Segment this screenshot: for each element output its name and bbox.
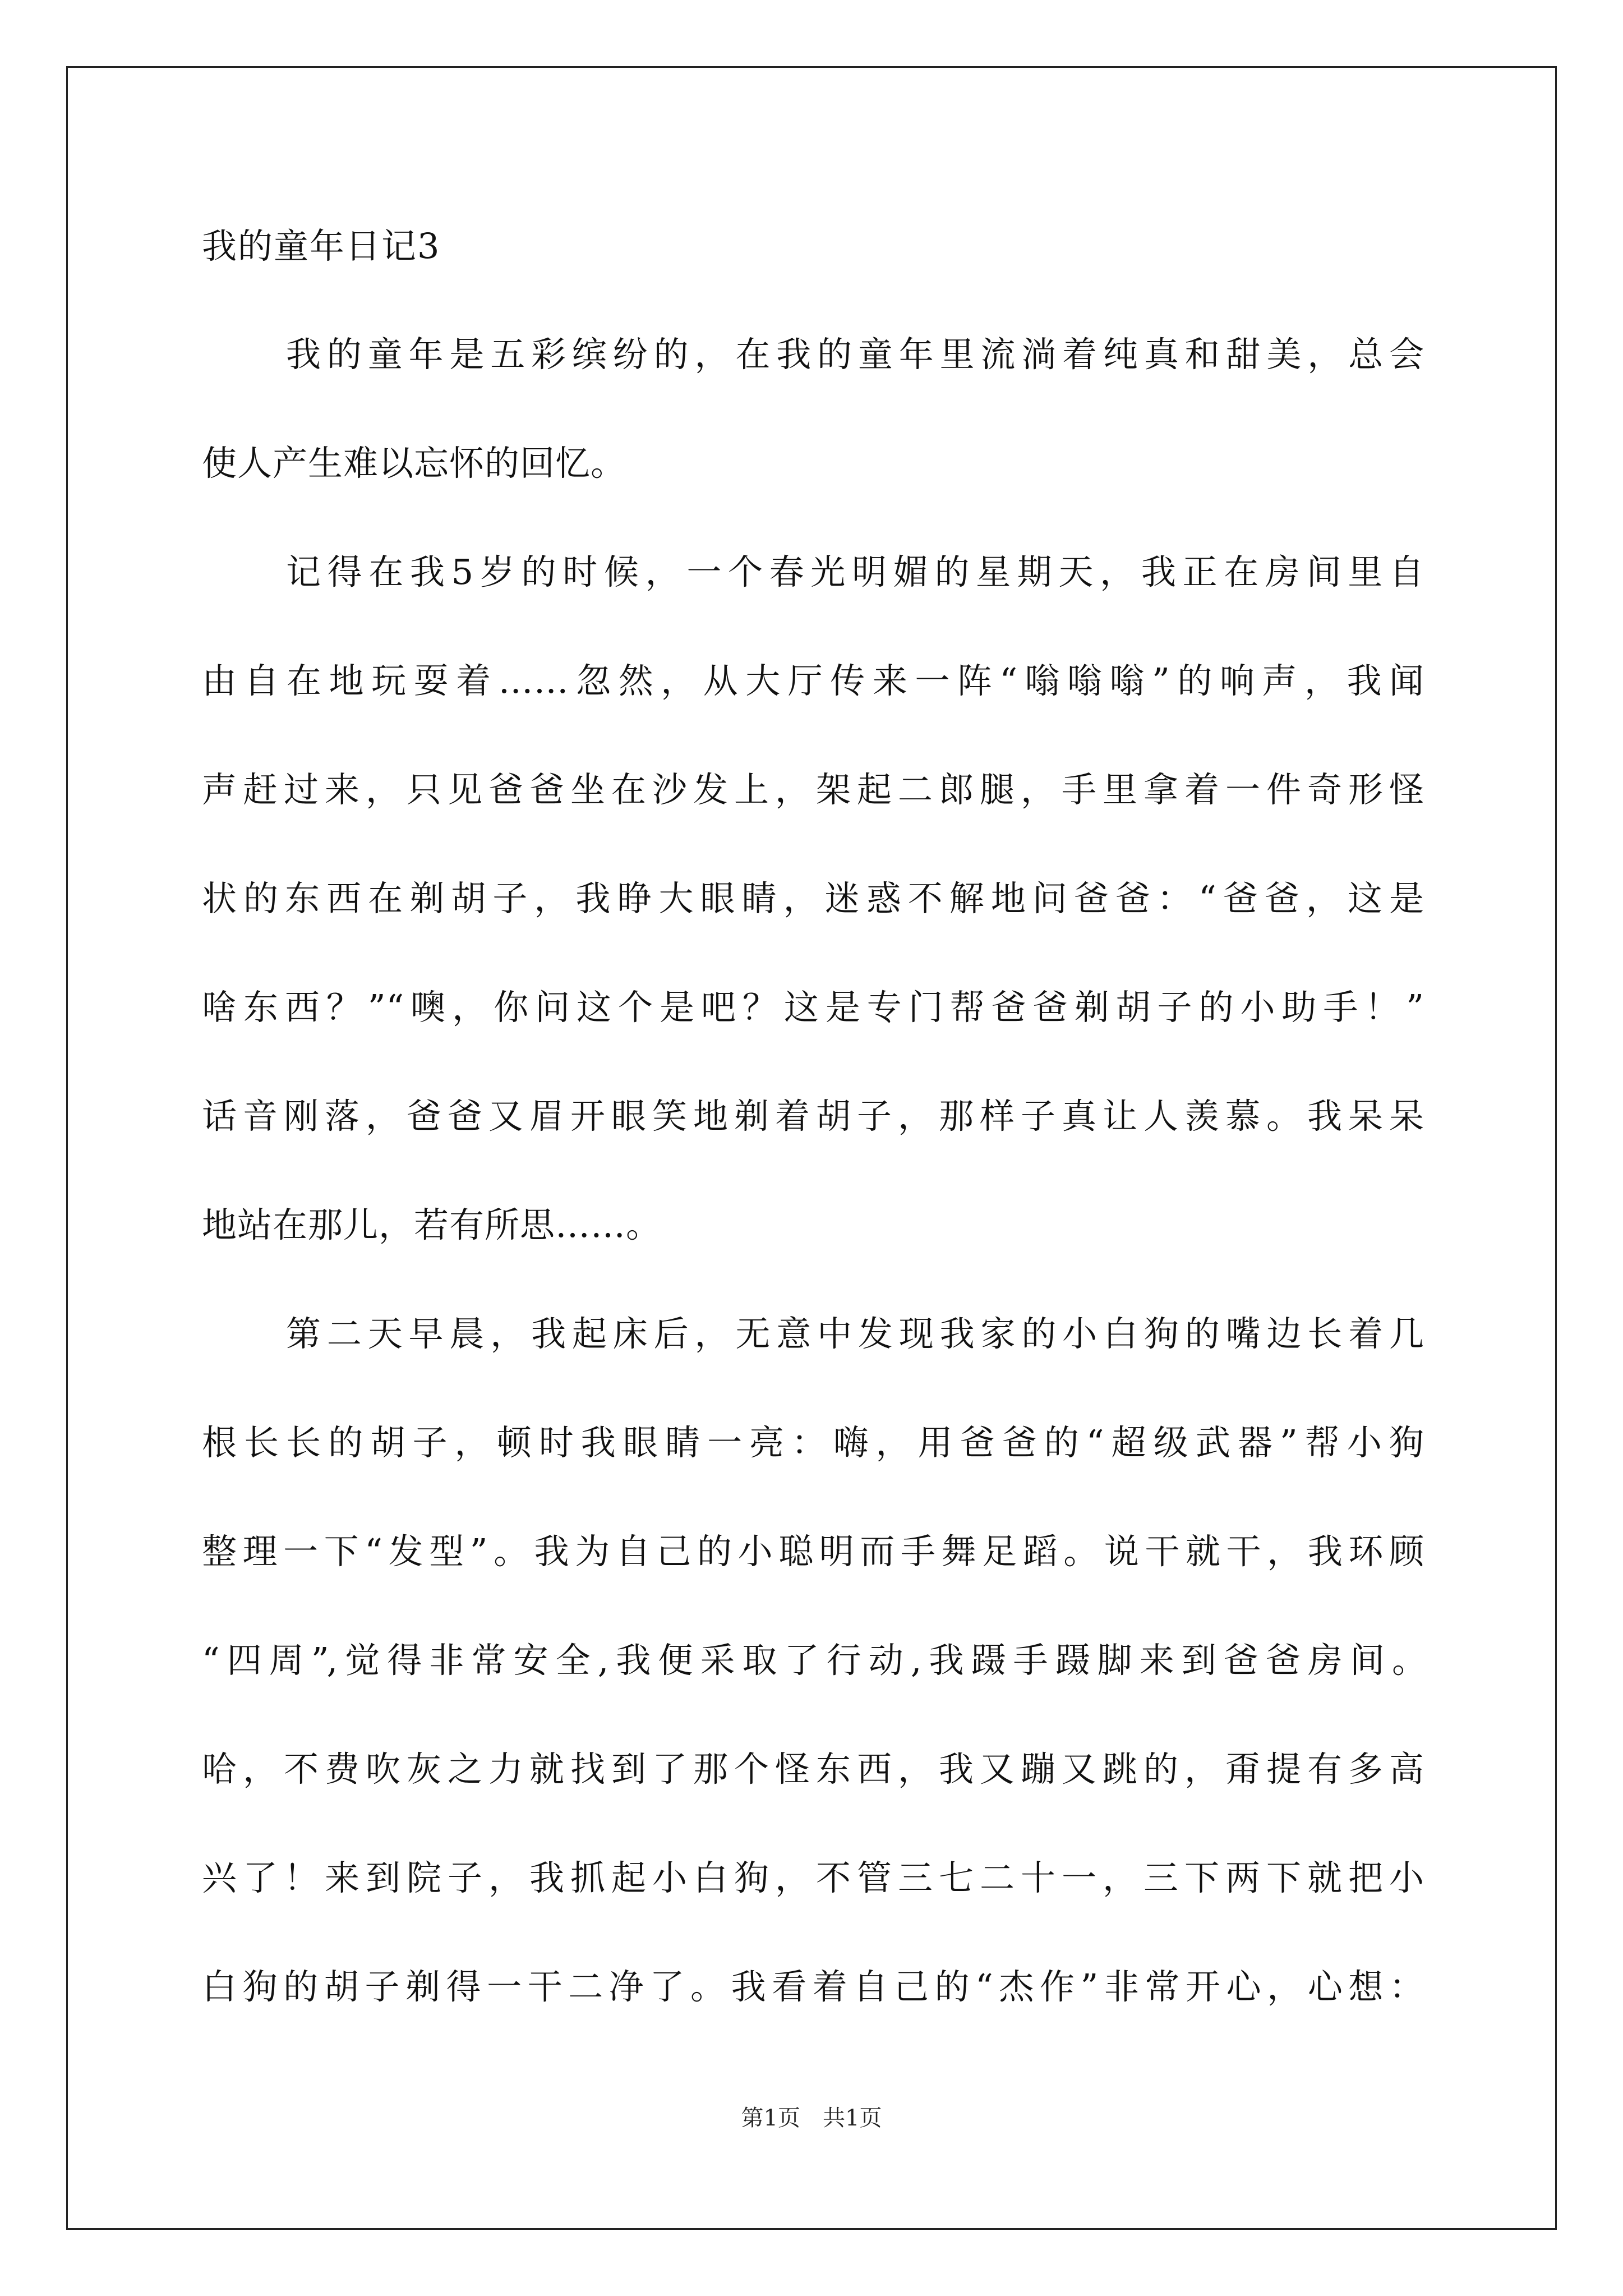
paragraph-1 xyxy=(202,333,1424,485)
text-line: “四周”,觉得非常安全,我便采取了行动,我蹑手蹑脚来到爸爸房间。 xyxy=(202,1640,1424,1681)
text-line: 白狗的胡子剃得一干二净了。我看着自己的“杰作”非常开心，心想： xyxy=(202,1966,1424,2007)
text-line: 地站在那儿，若有所思……。 xyxy=(202,1204,662,1245)
page-number-footer: 第1页 共1页 xyxy=(741,2105,882,2131)
text-line: 我的童年是五彩缤纷的，在我的童年里流淌着纯真和甜美，总会 xyxy=(286,334,1424,375)
text-line: 声赶过来，只见爸爸坐在沙发上，架起二郎腿，手里拿着一件奇形怪 xyxy=(202,769,1424,810)
text-line: 根长长的胡子，顿时我眼睛一亮：嗨，用爸爸的“超级武器”帮小狗 xyxy=(202,1422,1424,1463)
text-line: 啥东西？”“噢，你问这个是吧？这是专门帮爸爸剃胡子的小助手！” xyxy=(202,987,1424,1028)
text-line: 记得在我5岁的时候，一个春光明媚的星期天，我正在房间里自 xyxy=(286,551,1424,592)
text-line: 兴了！来到院子，我抓起小白狗，不管三七二十一，三下两下就把小 xyxy=(202,1857,1424,1898)
paragraph-2 xyxy=(202,550,1424,1247)
text-line: 状的东西在剃胡子，我睁大眼睛，迷惑不解地问爸爸：“爸爸，这是 xyxy=(202,878,1424,919)
text-line: 整理一下“发型”。我为自己的小聪明而手舞足蹈。说干就干，我环顾 xyxy=(202,1531,1424,1572)
text-line: 第二天早晨，我起床后，无意中发现我家的小白狗的嘴边长着几 xyxy=(286,1313,1424,1354)
text-line: 由自在地玩耍着……忽然，从大厅传来一阵“嗡嗡嗡”的响声，我闻 xyxy=(202,660,1424,701)
text-line: 话音刚落，爸爸又眉开眼笑地剃着胡子，那样子真让人羡慕。我呆呆 xyxy=(202,1096,1424,1137)
document-title: 我的童年日记3 xyxy=(202,226,441,266)
document-body xyxy=(202,224,1424,2074)
text-line: 使人产生难以忘怀的回忆。 xyxy=(202,443,626,484)
paragraph-3 xyxy=(202,1312,1424,2009)
text-line: 哈，不费吹灰之力就找到了那个怪东西，我又蹦又跳的，甭提有多高 xyxy=(202,1749,1424,1789)
